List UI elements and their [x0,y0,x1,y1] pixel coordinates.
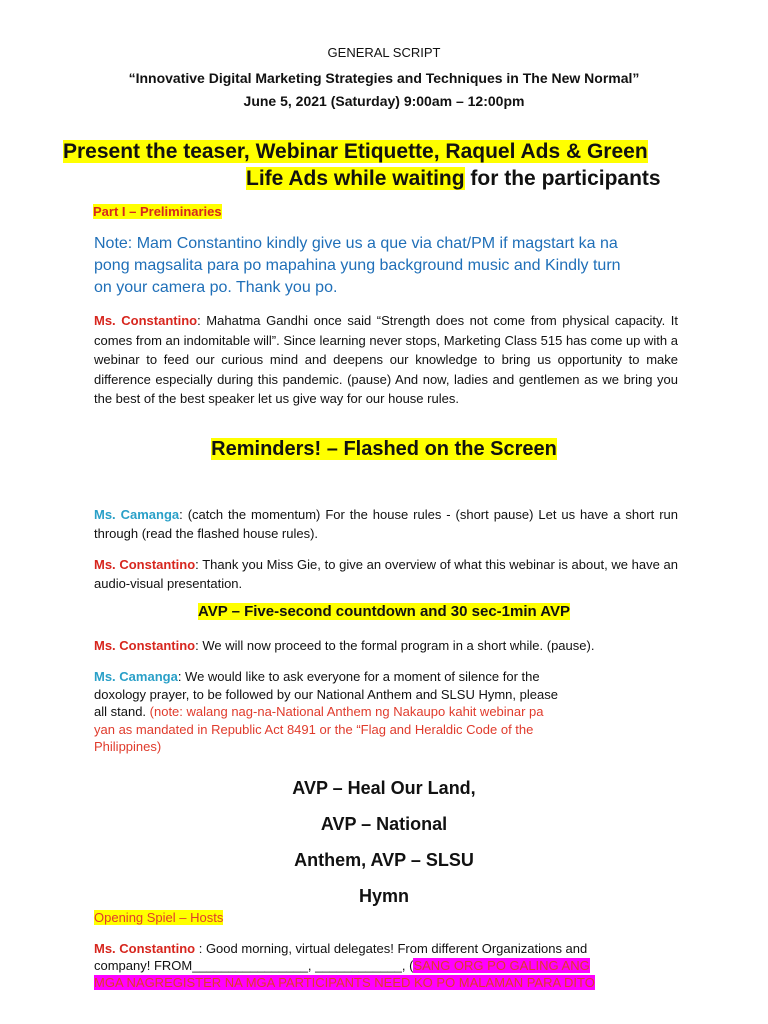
script-paragraph: Ms. Constantino: Thank you Miss Gie, to give an overview of what this webinar is about, we have an audio-visual presentation. [94,557,678,591]
part-heading: Part I – Preliminaries [93,204,222,219]
reminders-heading: Reminders! – Flashed on the Screen [211,438,557,460]
script-paragraph: Ms. Constantino : Good morning, virtual delegates! From different Organizations and company! FROM________________, ____________, (SANG ORG PO GALING ANG MGA NAGREGISTER NA MGA PARTICIPANTS NEED KO PO MALAMAN PARA DITO [94,941,595,990]
present-heading-line1: Present the teaser, Webinar Etiquette, Raquel Ads & Green [63,140,648,163]
avp-list: AVP – Heal Our Land, AVP – National Anthem, AVP – SLSU Hymn [292,778,476,906]
present-heading-line2: Life Ads while waiting for the participants [246,167,661,190]
webinar-title: “Innovative Digital Marketing Strategies and Techniques in The New Normal” [128,70,640,86]
script-paragraph: Ms. Camanga: (catch the momentum) For the house rules - (short pause) Let us have a short run through (read the flashed house rules). [94,507,678,541]
event-date: June 5, 2021 (Saturday) 9:00am – 12:00pm [243,93,525,109]
script-paragraph: Ms. Constantino: We will now proceed to the formal program in a short while. (pause). [94,638,595,653]
host-note: Note: Mam Constantino kindly give us a que via chat/PM if magstart ka na pong magsalita para po mapahina yung background music and Kindly turn on your camera po. Thank you po. [94,235,621,296]
script-label: GENERAL SCRIPT [327,45,441,60]
avp-countdown: AVP – Five-second countdown and 30 sec-1min AVP [197,603,571,620]
opening-heading: Opening Spiel – Hosts [94,910,224,925]
script-paragraph: Ms. Camanga: We would like to ask everyone for a moment of silence for the doxology prayer, to be followed by our National Anthem and SLSU Hymn, please all stand. (note: walang nag-na-National Anthem ng Nakaupo kahit webinar pa yan as mandated in Republic Act 8491 or the “Flag and Heraldic Code of the Philippines) [94,669,558,754]
script-paragraph: Ms. Constantino: Mahatma Gandhi once said “Strength does not come from physical capacity. It comes from an indomitable will”. Since learning never stops, Marketing Class 515 has come up with a webinar to feed our curious mind and deepens our knowledge to bring us opportunity to make difference especially during this pandemic. (pause) And now, ladies and gentlemen as we bring you the best of the best speaker let us give way for our house rules. [94,313,679,406]
